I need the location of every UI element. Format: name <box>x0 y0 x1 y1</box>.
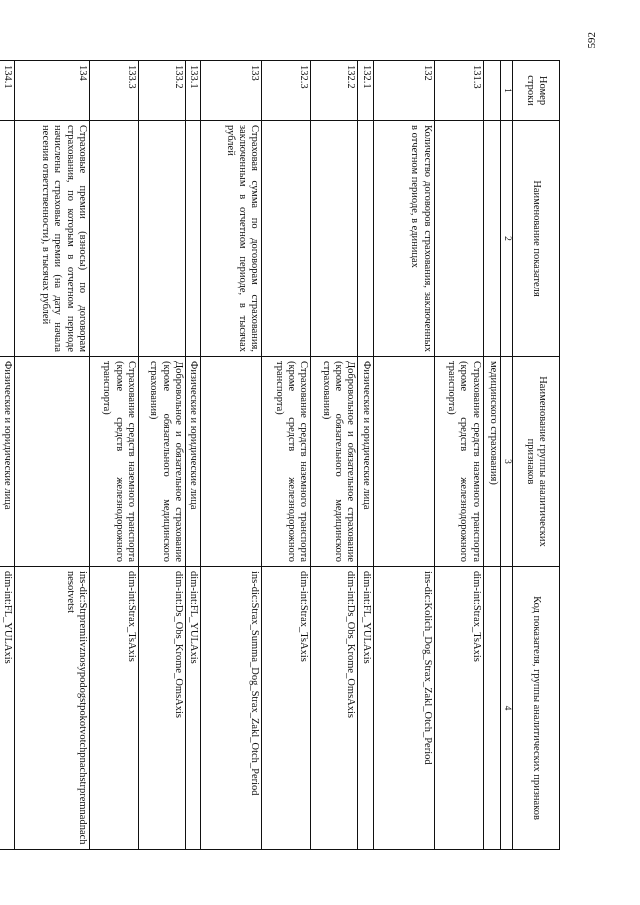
column-index: 3 <box>500 357 512 567</box>
indicator-code: dim-int:Ds_Obs_Krome_OmsAxis <box>311 567 358 850</box>
column-index: 4 <box>500 567 512 850</box>
group-name <box>15 357 90 567</box>
row-number: 133.3 <box>90 61 139 121</box>
group-name: Физические и юридические лица <box>0 357 15 567</box>
group-name: Добровольное и обязательное страхование (кроме обязательного медицинского страхования) <box>311 357 358 567</box>
group-name: Добровольное и обязательное страхование (кроме обязательного медицинского страхования) <box>139 357 186 567</box>
indicator-table <box>0 60 560 850</box>
indicator-name <box>311 121 358 357</box>
indicator-code: dim-int:Strax_TsAxis <box>262 567 311 850</box>
table-row <box>373 61 434 850</box>
indicator-name <box>262 121 311 357</box>
row-number: 133.1 <box>186 61 201 121</box>
column-index: 2 <box>500 121 512 357</box>
group-name: Страхование средств наземного транспорта (кроме средств железнодорожного транспорта) <box>262 357 311 567</box>
indicator-name: Страховая сумма по договорам страхования, заключенным в отчетном периоде, в тысячах рублей <box>201 121 262 357</box>
table-row <box>262 61 311 850</box>
row-number: 134.1 <box>0 61 15 121</box>
indicator-code: dim-int:FL_YULAxis <box>358 567 373 850</box>
indicator-code <box>483 567 500 850</box>
table-row <box>139 61 186 850</box>
rotated-page-content <box>2 60 560 849</box>
indicator-name: Количество договоров страхования, заключенных в отчетном периоде, в единицах <box>373 121 434 357</box>
indicator-name <box>358 121 373 357</box>
indicator-name <box>139 121 186 357</box>
table-row <box>201 61 262 850</box>
group-name: Физические и юридические лица <box>358 357 373 567</box>
group-name: Страхование средств наземного транспорта (кроме средств железнодорожного транспорта) <box>434 357 483 567</box>
row-number: 132.1 <box>358 61 373 121</box>
row-number: 133 <box>201 61 262 121</box>
row-number: 133.2 <box>139 61 186 121</box>
indicator-code: dim-int:FL_YULAxis <box>0 567 15 850</box>
group-name: Физические и юридические лица <box>186 357 201 567</box>
table-row <box>358 61 373 850</box>
header-indicator-name: Наименование показателя <box>513 121 560 357</box>
table-row <box>0 61 15 850</box>
indicator-code: ins-dic:Strax_Summa_Dog_Strax_Zakl_Otch_Period <box>201 567 262 850</box>
group-name <box>373 357 434 567</box>
indicator-name <box>0 121 15 357</box>
row-number: 134 <box>15 61 90 121</box>
group-name: медицинского страхования) <box>483 357 500 567</box>
indicator-code: dim-int:FL_YULAxis <box>186 567 201 850</box>
table-row <box>15 61 90 850</box>
header-row-number: Номер строки <box>513 61 560 121</box>
indicator-name <box>186 121 201 357</box>
indicator-name <box>434 121 483 357</box>
table-row <box>90 61 139 850</box>
indicator-code: dim-int:Ds_Obs_Krome_OmsAxis <box>139 567 186 850</box>
row-number: 132.2 <box>311 61 358 121</box>
row-number <box>483 61 500 121</box>
table-row <box>434 61 483 850</box>
group-name <box>201 357 262 567</box>
indicator-code: dim-int:Strax_TsAxis <box>90 567 139 850</box>
header-code: Код показателя, группы аналитических признаков <box>513 567 560 850</box>
indicator-name <box>90 121 139 357</box>
table-row <box>311 61 358 850</box>
indicator-name <box>483 121 500 357</box>
indicator-name: Страховые премии (взносы) по договорам страхования, по которым в отчетном периоде начислены страховые премии (на дату начала несения ответственности), в тысячах рублей <box>15 121 90 357</box>
table-row <box>186 61 201 850</box>
group-name: Страхование средств наземного транспорта (кроме средств железнодорожного транспорта) <box>90 357 139 567</box>
indicator-code: ins-dic:Strpremiivznosypodogstpokotvotchpnachstrpremnadnachnesotvetst <box>15 567 90 850</box>
indicator-code: dim-int:Strax_TsAxis <box>434 567 483 850</box>
row-number: 132.3 <box>262 61 311 121</box>
indicator-code: ins-dic:Kolich_Dog_Strax_Zakl_Otch_Period <box>373 567 434 850</box>
column-index: 1 <box>500 61 512 121</box>
row-number: 132 <box>373 61 434 121</box>
page-number: 592 <box>586 32 598 49</box>
header-row <box>513 61 560 850</box>
column-index-row <box>500 61 512 850</box>
row-number: 131.3 <box>434 61 483 121</box>
header-group-name: Наименование группы аналитических признаков <box>513 357 560 567</box>
table-row <box>483 61 500 850</box>
